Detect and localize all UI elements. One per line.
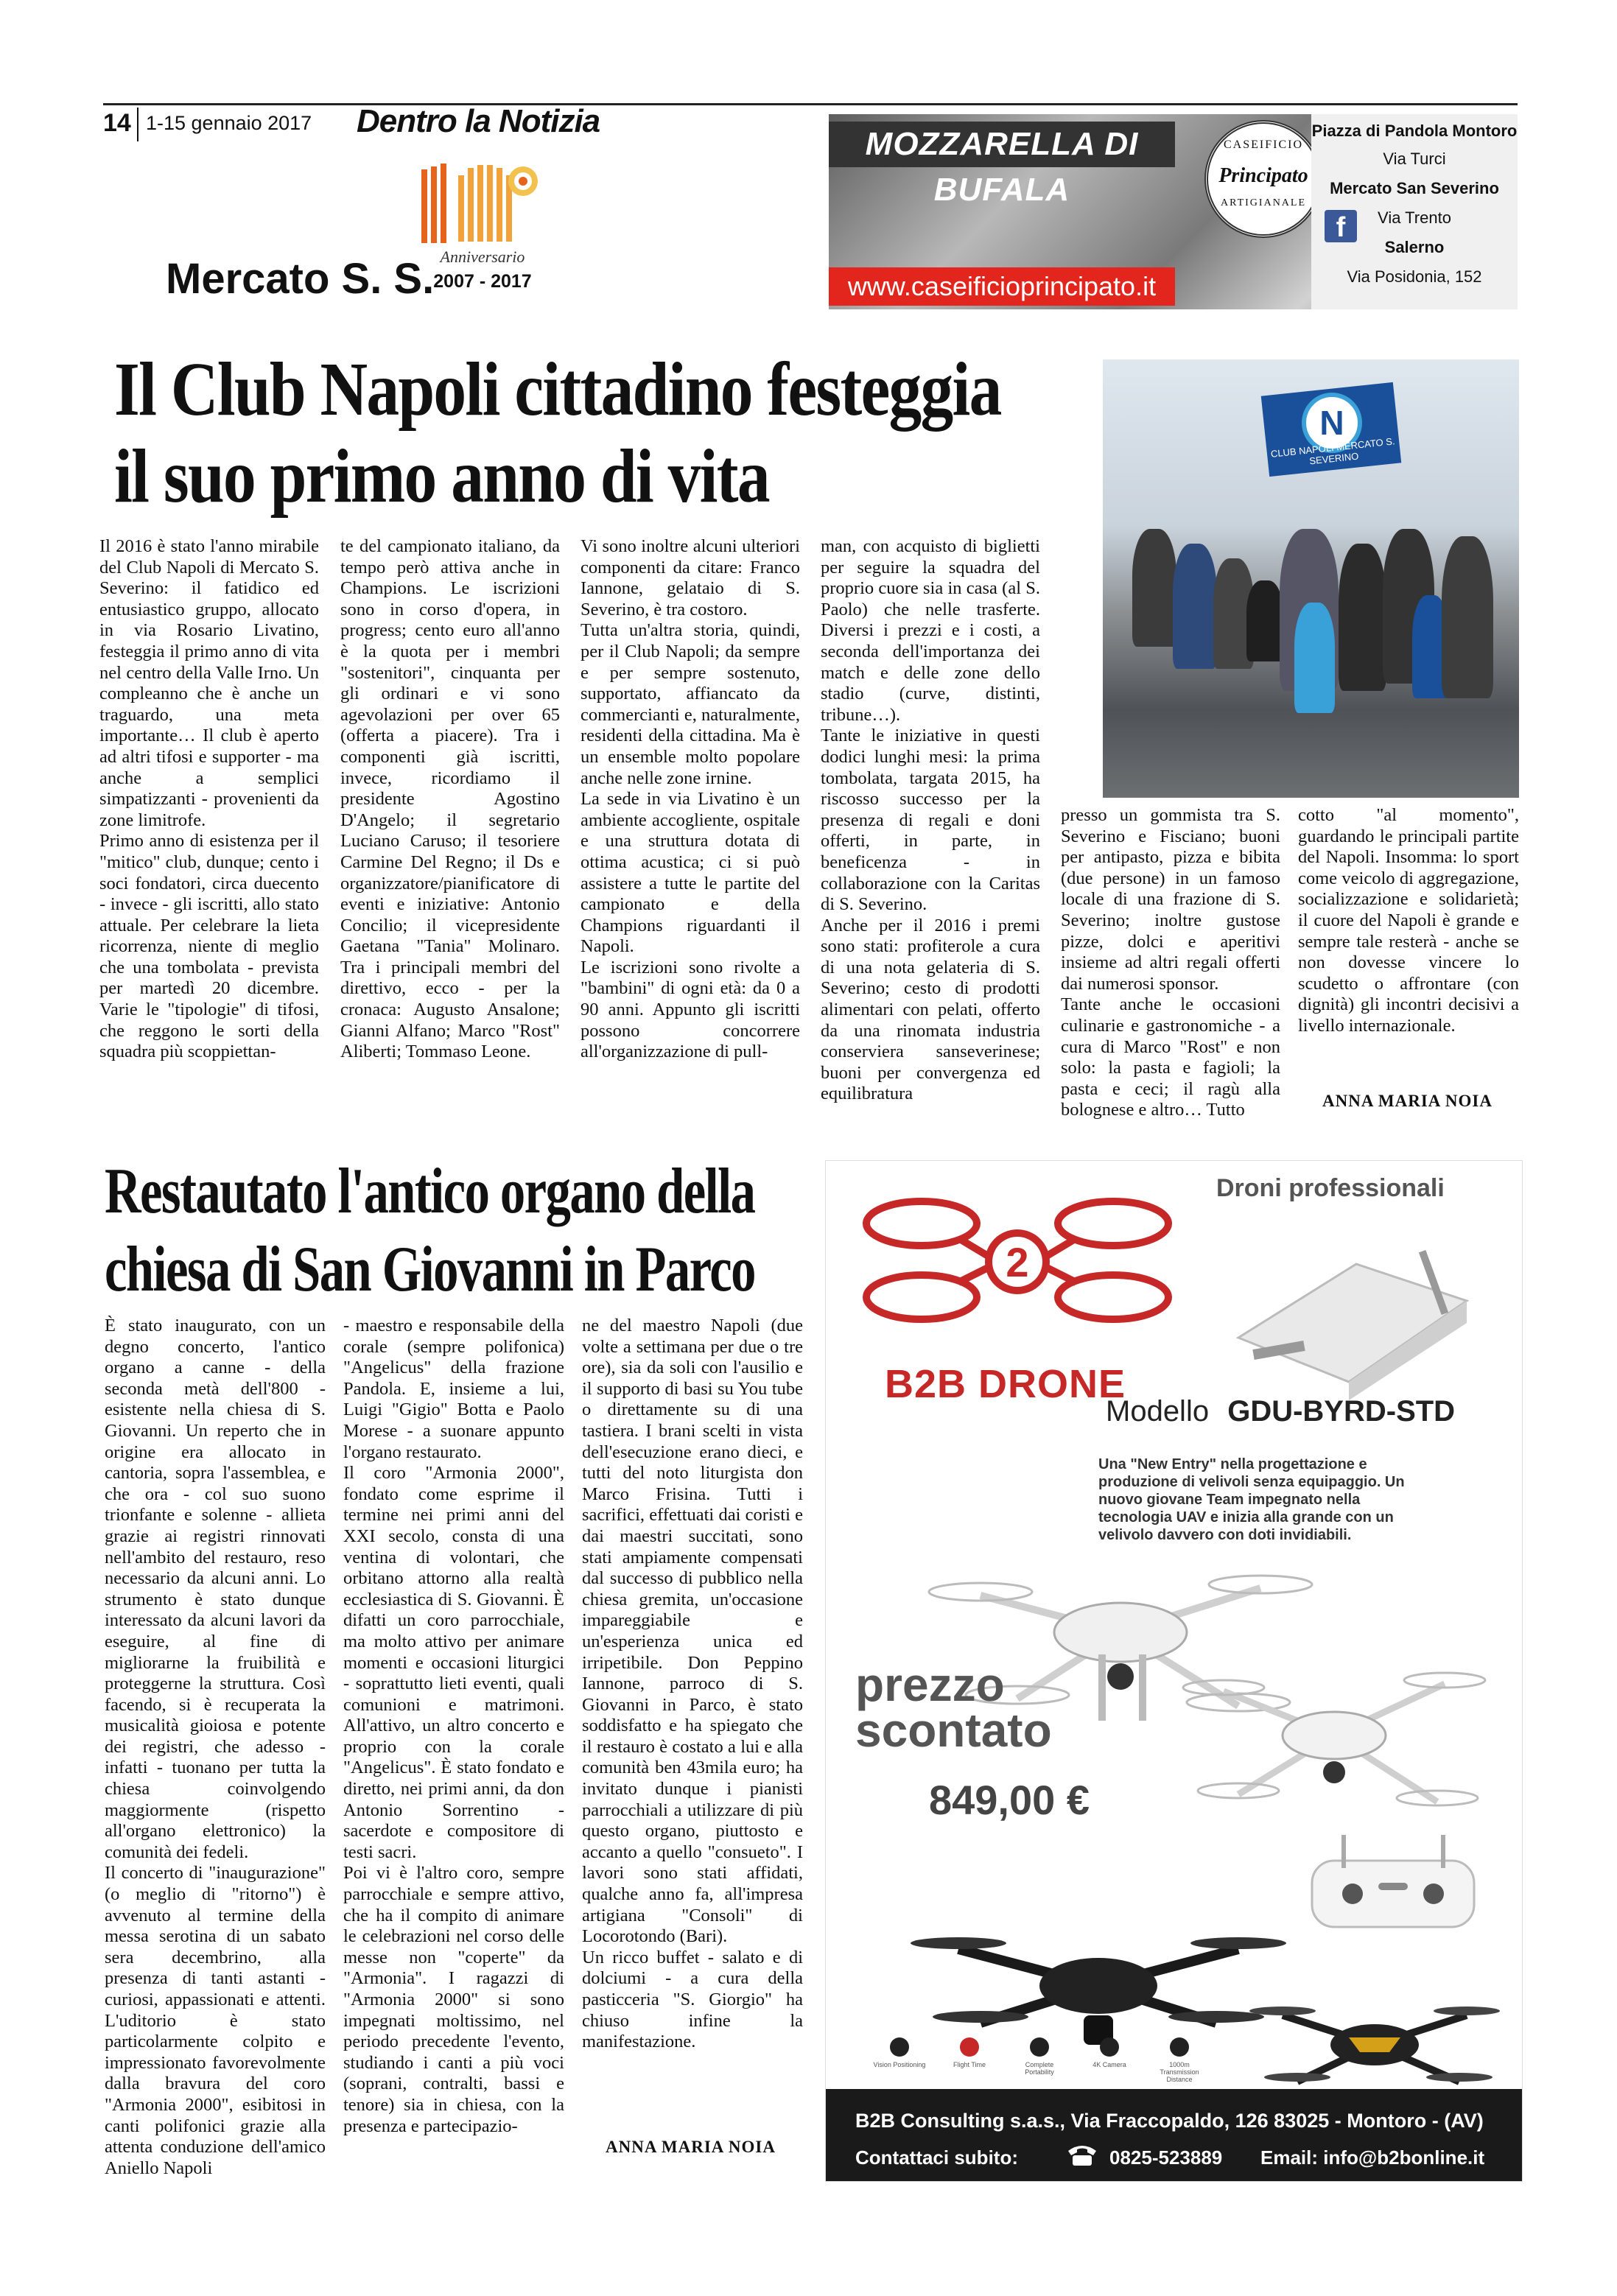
- header-rule: [103, 103, 1518, 105]
- caseificio-seal: [1204, 120, 1322, 238]
- person-figure: [1246, 580, 1283, 661]
- email-link[interactable]: Email: info@b2bonline.it: [1260, 2146, 1485, 2169]
- drone-description: Una "New Entry" nella progettazione e produzione di velivoli senza equipaggio. Un nuovo giovane Team impegnato nella tecnologia UAV e inizia alla grande con un velivolo davvero con doti invidiabili.: [1098, 1456, 1405, 1543]
- feature-item: 1000m Transmission Distance: [1150, 2037, 1209, 2083]
- article1-byline: ANNA MARIA NOIA: [1322, 1092, 1493, 1110]
- club-banner-text: CLUB NAPOLI MERCATO S. SEVERINO: [1270, 435, 1396, 467]
- header-divider: [137, 108, 138, 141]
- article1-column-6: cotto "al momento", guardando le principali partite del Napoli. Insomma: lo sport come veicolo di aggregazione, socializzazione e solidarietà; il cuore del Napoli è grande e sempre tale resterà - anche se non dovesse vincere lo scudetto o affrontare (con dignità) gli incontri decisivi a livello internazionale.: [1298, 805, 1519, 1036]
- headline-line: Il Club Napoli cittadino festeggia: [114, 347, 1001, 432]
- masthead: Dentro la Notizia: [357, 103, 600, 139]
- mozzarella-ad[interactable]: [829, 114, 1518, 309]
- price-label: [855, 1658, 1052, 1757]
- company-info: B2B Consulting s.a.s., Via Fraccopaldo, 126 83025 - Montoro - (AV): [855, 2110, 1484, 2132]
- feature-item: Complete Portability: [1010, 2037, 1069, 2076]
- anniversary-word: Anniversario: [440, 247, 525, 266]
- flight-time-icon: [960, 2037, 979, 2057]
- b2b-drone-logo: [855, 1179, 1179, 1345]
- feature-item: 4K Camera: [1080, 2037, 1139, 2068]
- vision-icon: [890, 2037, 909, 2057]
- location-line: Mercato San Severino: [1330, 179, 1499, 197]
- model-code: GDU-BYRD-STD: [1227, 1395, 1456, 1428]
- club-napoli-photo: [1103, 359, 1519, 798]
- drone-tagline: Droni professionali: [1216, 1174, 1445, 1202]
- article1-column-4: man, con acquisto di biglietti per seguire la squadra del proprio cuore sia in casa (al S. Paolo) che nelle trasferte. Diversi i prezzi e i costi, a seconda dell'importanza dei match e delle zone dello stadio (curve, distinti, tribune…). Tante le iniziative in questi dodici lunghi mesi: la prima tombolata, targata 2015, ha riscosso successo per la presenza di regali e doni offerti, in parte, in beneficenza - in collaborazione con la Caritas di S. Severino. Anche per il 2016 i premi sono stati: profiterole a cura di una nota gelateria di S. Severino; cesto di prodotti alimentari con pelati, offerto da una rinomata industria conserviera sanseverinese; buoni per convergenza ed equilibratura: [821, 536, 1040, 1104]
- transmission-icon: [1170, 2037, 1189, 2057]
- folded-drone-image: [1209, 1220, 1489, 1404]
- article1-column-5: presso un gommista tra S. Severino e Fisciano; buoni per antipasto, pizza e bibita (due persone) in un famoso locale di una frazione di S. Severino; inoltre gustose pizze, dolci e aperitivi insieme ad altri regali offerti dai numerosi sponsor. Tante anche le occasioni culinarie e gastronomiche - a cura di Marco "Rost" e non solo: la pasta e fagioli; la pasta e ceci; il ragù alla bolognese e altro… Tutto: [1061, 805, 1280, 1120]
- article1-headline: [114, 346, 1014, 520]
- article2-column-1: È stato inaugurato, con un degno concerto, l'antico organo a canne - della seconda metà dell'800 - esistente nella chiesa di S. Giovanni. Un reperto che in origine era allocato in cantoria, sopra l'assemblea, e che ora - col suo suono trionfante e solenne - allieta grazie ai registri rinnovati nell'ambito del restauro, reso necessario da alcuni anni. Lo strumento è stato dunque interessato da alcuni lavori da eseguire, al fine di migliorarne la fruibilità e proteggerne la struttura. Così facendo, si è recuperata la musicalità gioiosa e potente dei registri, che adesso - infatti - tuonano per tutta la chiesa coinvolgendo maggiormente (rispetto all'organo elettronico) la comunità dei fedeli. Il concerto di "inaugurazione" (o meglio di "ritorno") è avvenuto al termine della messa serotina di un sabato sera decembrino, alla presenza di tanti astanti - curiosi, appassionati e attenti. L'uditorio è stato particolarmente colpito e impressionato favorevolmente dalla bravura del coro "Armonia 2000", esibitosi in canti polifonici grazie alla attenta conduzione dell'amico Aniello Napoli: [105, 1316, 326, 2178]
- issue-date: 1-15 gennaio 2017: [146, 112, 312, 134]
- person-figure: [1442, 536, 1493, 698]
- ad-brand-banner: MOZZARELLA DI BUFALA: [829, 122, 1175, 167]
- drone-ad[interactable]: [825, 1160, 1523, 2182]
- section-title: Mercato S. S.: [166, 255, 435, 303]
- price-label-line: prezzo: [855, 1658, 1005, 1711]
- article2-column-2: - maestro e responsabile della corale (sempre polifonica) "Angelicus" della frazione Pandola. E, insieme a lui, Luigi "Gigio" Botta e Paolo Morese - a suonare appunto l'organo restaurato. Il coro "Armonia 2000", fondato come esprime il termine nei primi anni del XXI secolo, consta di una ventina di volontari, che orbitano attorno alla realtà ecclesiastica di S. Giovanni. È difatti un coro parrocchiale, ma molto attivo per animare momenti e occasioni liturgici - soprattutto lieti eventi, quali comunioni e matrimoni. All'attivo, un altro concerto e proprio con la corale "Angelicus". È stato fondato e diretto, nei primi anni, da don Antonio Sorrentino - sacerdote e compositore di testi sacri. Poi vi è l'altro coro, sempre parrocchiale e sempre attivo, che ha il compito di animare le celebrazioni nel corso delle messe non "coperte" da "Armonia". I ragazzi di "Armonia 2000" si sono impegnati moltissimo, nel periodo precedente l'evento, studiando i canti a più voci (soprani, contralti, bassi e tenore) sia in chiesa, con la presenza e partecipazio-: [343, 1316, 564, 2136]
- article2-byline: ANNA MARIA NOIA: [606, 2138, 776, 2156]
- headline-line: chiesa di San Giovanni in Parco: [105, 1234, 755, 1305]
- headline-line: Restautato l'antico organo della: [105, 1156, 755, 1227]
- article2-column-3: ne del maestro Napoli (due volte a settimana per due o tre ore), sia da soli con l'ausilio e il supporto di basi su You tube o direttamente su di una tastiera. I brani scelti in vista dell'esecuzione erano dieci, e tutti del noto liturgista don Marco Frisina. Tutti i sacrifici, effettuati dai coristi e dai maestri succitati, sono stati ampiamente compensati dal successo di pubblico nella chiesa gremita, un'occasione impareggiabile e un'esperienza unica ed irripetibile. Don Peppino Iannone, parroco di S. Giovanni in Parco, è stato soddisfatto e ha spiegato che il restauro è costato a lui e alla comunità ben 43mila euro; ha invitato dunque i pianisti parrocchiali a utilizzare di più questo organo, piuttosto e accanto a quello "consueto". I lavori sono stati affidati, qualche anno fa, all'impresa artigiana "Consoli" di Locorotondo (Bari). Un ricco buffet - salato e di dolciumi - a cura della pasticceria "S. Giorgio" ha chiuso infine la manifestazione.: [582, 1316, 803, 2052]
- camera-icon: [1100, 2037, 1119, 2057]
- article1-column-1: Il 2016 è stato l'anno mirabile del Club Napoli di Mercato S. Severino: il fatidico ed entusiastico gruppo, allocato in via Rosario Livatino, festeggia il primo anno di vita nel centro della Valle Irno. Un compleanno che è anche un traguardo, una meta importante… Il club è aperto ad altri tifosi e supporter - ma anche a semplici simpatizzanti - provenienti da zone limitrofe. Primo anno di esistenza per il "mitico" club, dunque; cento i soci fondatori, circa duecento - invece - gli iscritti, allo stato attuale. Per celebrare la lieta ricorrenza, niente di meglio che una tombolata - prevista per martedì 20 dicembre. Varie le "tipologie" di tifosi, che reggono le sorti della squadra più scoppiettan-: [99, 536, 319, 1062]
- feature-item: Vision Positioning: [870, 2037, 929, 2068]
- portability-icon: [1030, 2037, 1049, 2057]
- page-number: 14: [103, 109, 131, 137]
- contact-label: Contattaci subito:: [855, 2146, 1018, 2169]
- ad-website-link[interactable]: www.caseificioprincipato.it: [829, 267, 1175, 306]
- phone-icon: [1065, 2142, 1099, 2167]
- location-line: Via Turci: [1383, 150, 1446, 168]
- drone-brand: B2B DRONE: [885, 1362, 1126, 1406]
- model-label: Modello: [1106, 1395, 1210, 1428]
- headline-line: il suo primo anno di vita: [114, 434, 769, 519]
- seal-name: Principato: [1218, 164, 1308, 187]
- facebook-icon[interactable]: f: [1325, 210, 1357, 242]
- drone-ad-footer: [826, 2089, 1522, 2181]
- person-figure: [1339, 544, 1386, 691]
- remote-controller-image: [1297, 1831, 1489, 1942]
- phone-number[interactable]: 0825-523889: [1109, 2146, 1223, 2169]
- feature-icons: [870, 2037, 1224, 2082]
- article1-column-2: te del campionato italiano, da tempo però attiva anche in Champions. Le iscrizioni sono in corso d'opera, in progress; cento euro all'anno è la quota per i membri "sostenitori", cinquanta per gli ordinari e vi sono agevolazioni per over 65 (offerta a piacere). Tra i componenti già iscritti, invece, ricordiamo il presidente Agostino D'Angelo; il segretario Luciano Caruso; il tesoriere Carmine Del Regno; il Ds e organizzatore/pianificatore di eventi e iniziative: Antonio Concilio; il vicepresidente Gaetana "Tania" Molinaro. Tra i principali membri del direttivo, ecco - per la cronaca: Augusto Ansalone; Gianni Alfano; Marco "Rost" Aliberti; Tommaso Leone.: [340, 536, 560, 1062]
- seal-top-text: CASEIFICIO: [1223, 138, 1303, 151]
- napoli-logo: N: [1302, 393, 1362, 453]
- location-line: Via Posidonia, 152: [1347, 267, 1482, 286]
- location-line: Piazza di Pandola Montoro: [1311, 122, 1518, 140]
- price-label-line: scontato: [855, 1704, 1052, 1757]
- drone-image-white-small: [1179, 1632, 1489, 1839]
- location-line: Salerno: [1384, 238, 1445, 256]
- person-figure: [1173, 544, 1217, 669]
- person-figure: [1132, 529, 1176, 647]
- feature-item: Flight Time: [940, 2037, 999, 2068]
- anniversary-years: 2007 - 2017: [433, 271, 532, 292]
- article2-headline: [105, 1153, 755, 1309]
- person-figure: [1294, 603, 1335, 713]
- ad-locations: [1311, 114, 1518, 309]
- logo-digit: 2: [1006, 1239, 1029, 1285]
- seal-bottom-text: ARTIGIANALE: [1220, 197, 1307, 208]
- drone-price: 849,00 €: [929, 1777, 1090, 1823]
- article1-column-3: Vi sono inoltre alcuni ulteriori componenti da citare: Franco Iannone, gelataio di S. Severino, è tra costoro. Tutta un'altra storia, quindi, per il Club Napoli; da sempre e per sempre sostenuto, supportato, affiancato da commercianti e, naturalmente, residenti della cittadina. Ma è un ensemble molto popolare anche nelle zone irnine. La sede in via Livatino è un ambiente accogliente, ospitale e una struttura dotata di ottima acustica; ci si può assistere a tutte le partite del campionato e della Champions riguardanti il Napoli. Le iscrizioni sono rivolte a "bambini" di ogni età: da 0 a 90 anni. Appunto gli iscritti possono concorrere all'organizzazione di pull-: [580, 536, 800, 1062]
- location-line: Via Trento: [1378, 208, 1451, 227]
